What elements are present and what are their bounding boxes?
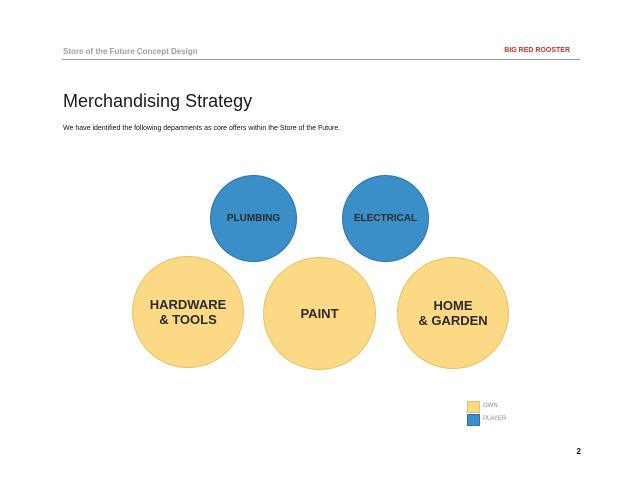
page-subtitle: We have identified the following departments as core offers within the Store of the Future. — [63, 125, 341, 132]
page-title: Merchandising Strategy — [63, 91, 253, 111]
department-label-hardware-line1: HARDWARE — [149, 297, 227, 312]
legend-label-own: OWN — [483, 403, 498, 409]
department-label-hardware-tools — [150, 297, 227, 327]
department-label-hardware-line2: & TOOLS — [159, 312, 217, 327]
department-circle-electrical — [342, 175, 429, 262]
department-circle-home-garden — [397, 257, 509, 369]
department-circle-plumbing — [210, 175, 297, 262]
document-header-title: Store of the Future Concept Design — [63, 47, 198, 56]
department-label-paint: PAINT — [300, 306, 339, 321]
department-circle-hardware-tools — [132, 256, 244, 368]
page-number: 2 — [576, 447, 581, 456]
legend-swatch-player — [467, 414, 480, 426]
legend-swatch-own — [467, 401, 480, 413]
department-label-electrical: ELECTRICAL — [353, 213, 418, 224]
department-label-home-line2: & GARDEN — [418, 313, 488, 328]
department-label-home-garden — [418, 298, 487, 328]
department-circle-paint — [263, 257, 376, 370]
legend-label-player: PLAYER — [483, 416, 507, 422]
department-label-home-line1: HOME — [433, 298, 473, 313]
header-divider — [62, 59, 580, 60]
department-label-plumbing: PLUMBING — [226, 213, 281, 224]
brand-name: BIG RED ROOSTER — [504, 47, 570, 54]
